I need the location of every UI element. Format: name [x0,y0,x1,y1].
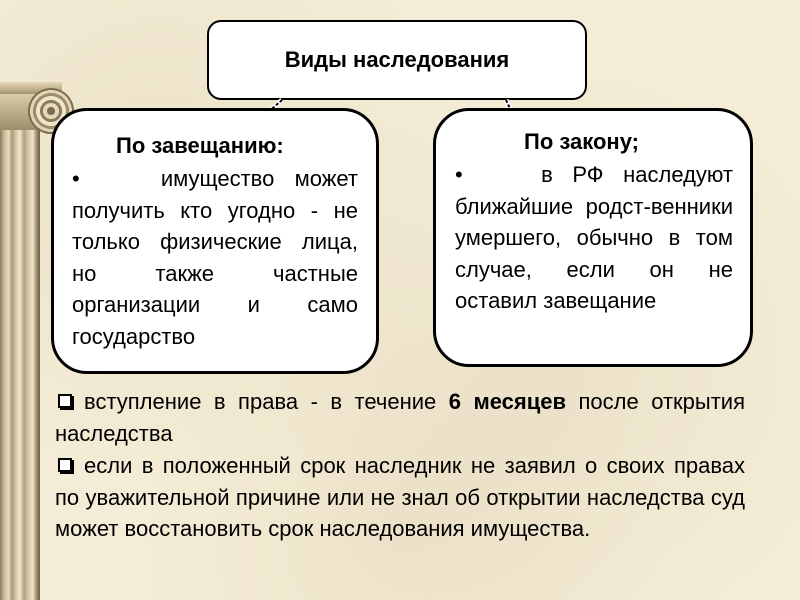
note-text: если в положенный срок наследник не заявил о своих правах по уважительной причине или не знал об открытии наследства суд может восстановить срок наследования имущества. [55,453,745,541]
by-will-title: По завещанию: [116,133,284,158]
by-will-text [72,163,358,352]
note-text-after: после открытия наследства [55,389,745,446]
by-law-text [455,159,733,317]
bullet: • [455,162,463,187]
by-will-box [51,108,379,374]
note-item [55,386,745,449]
note-bold-term: 6 месяцев [448,389,567,414]
by-law-box [433,108,753,367]
by-law-description: в РФ наследуют ближайшие родст-венники умершего, обычно в том случае, если он не оставил завещание [455,162,734,313]
bullet: • [72,166,80,191]
note-item [55,450,745,545]
by-law-title: По закону; [524,129,639,154]
checkbox-icon [58,458,72,472]
checkbox-icon [58,394,72,408]
inheritance-types-box [207,20,587,100]
column-shaft [0,130,40,600]
header-title: Виды наследования [284,47,510,72]
note-text-before: вступление в права - в течение [84,389,437,414]
notes-list [55,386,745,546]
by-will-description: имущество может получить кто угодно - не только физические лица, но также частные организации и само государство [72,166,359,349]
